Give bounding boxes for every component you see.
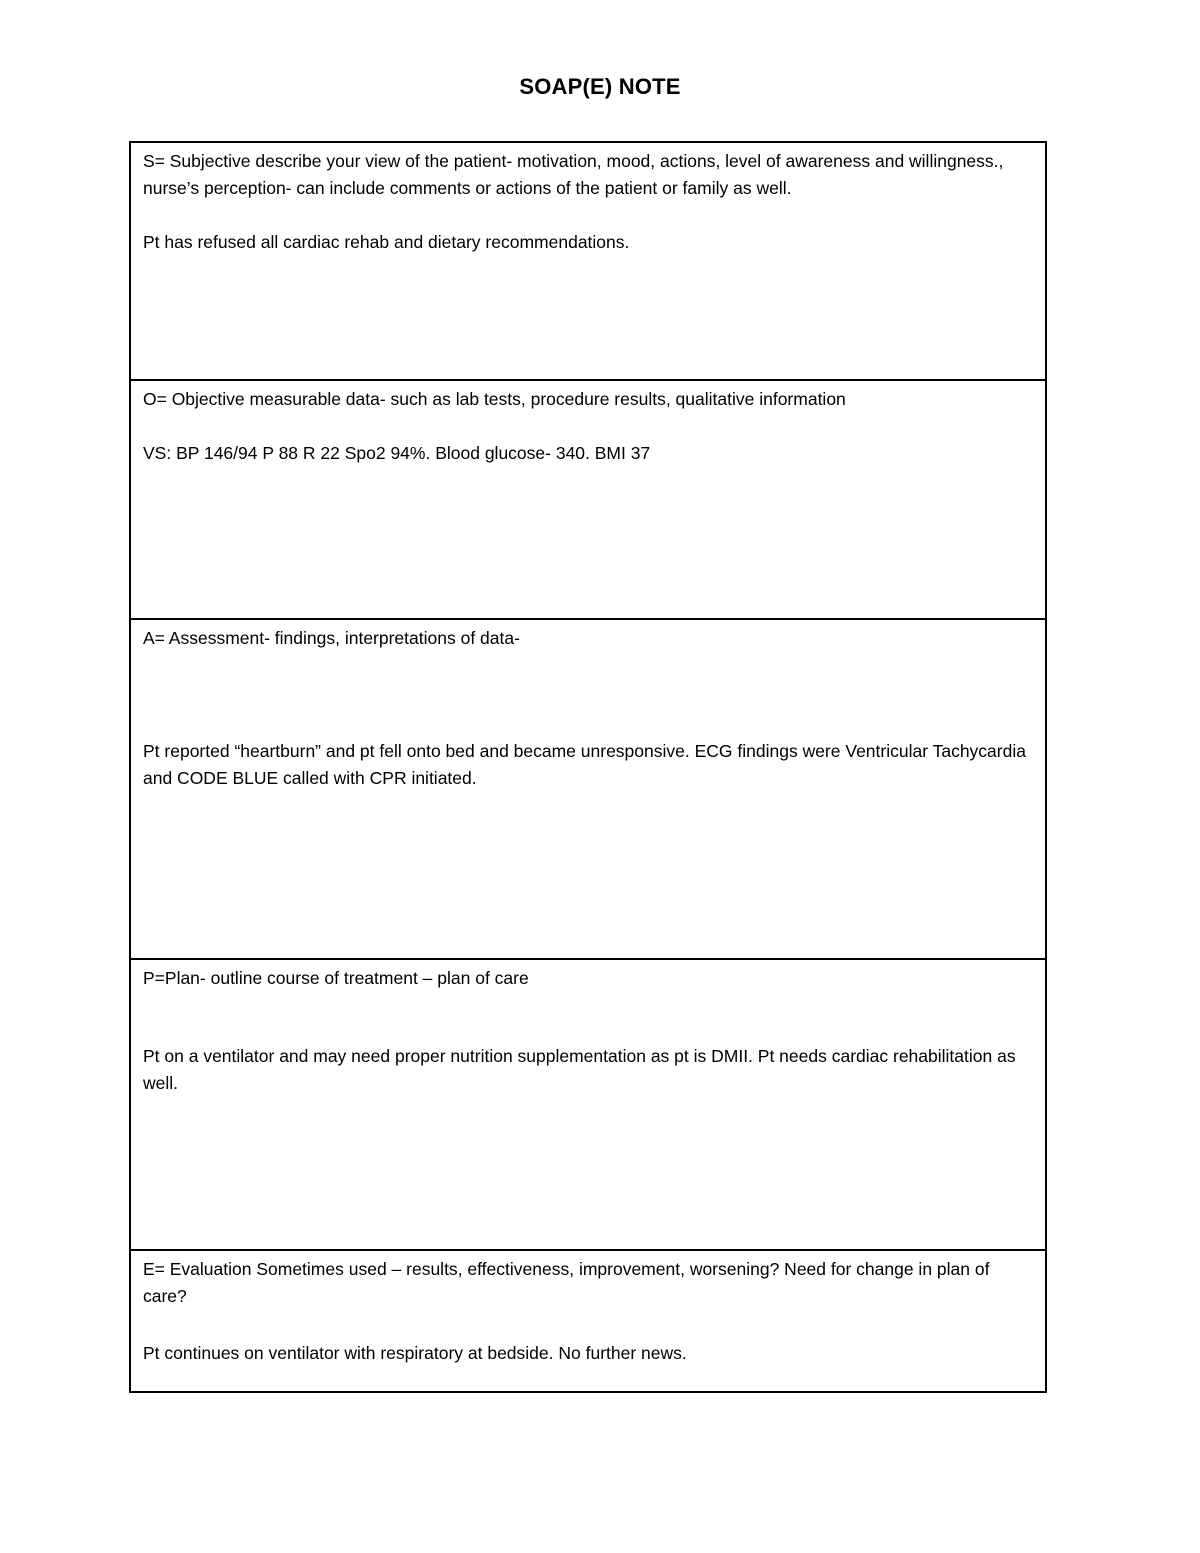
- subjective-prompt: S= Subjective describe your view of the patient- motivation, mood, actions, level of awareness and willingness., nurse’s perception- can include comments or actions of the patient or family as well.: [143, 151, 1004, 198]
- plan-section: [131, 960, 1045, 1251]
- objective-entry: VS: BP 146/94 P 88 R 22 Spo2 94%. Blood glucose- 340. BMI 37: [143, 443, 651, 463]
- evaluation-prompt: E= Evaluation Sometimes used – results, effectiveness, improvement, worsening? Need for change in plan of care?: [143, 1259, 990, 1306]
- evaluation-entry: Pt continues on ventilator with respiratory at bedside. No further news.: [143, 1343, 687, 1363]
- assessment-prompt: A= Assessment- findings, interpretations of data-: [143, 628, 520, 648]
- objective-prompt: O= Objective measurable data- such as lab tests, procedure results, qualitative information: [143, 389, 846, 409]
- page-title: SOAP(E) NOTE: [519, 74, 681, 99]
- assessment-entry: Pt reported “heartburn” and pt fell onto bed and became unresponsive. ECG findings were Ventricular Tachycardia and CODE BLUE called with CPR initiated.: [143, 741, 1026, 788]
- subjective-section: [131, 143, 1045, 381]
- soap-note-table: [129, 141, 1047, 1393]
- plan-entry: Pt on a ventilator and may need proper nutrition supplementation as pt is DMII. Pt needs cardiac rehabilitation as well.: [143, 1046, 1016, 1093]
- objective-section: [131, 381, 1045, 620]
- plan-prompt: P=Plan- outline course of treatment – plan of care: [143, 968, 529, 988]
- assessment-section: [131, 620, 1045, 960]
- evaluation-section: [131, 1251, 1045, 1391]
- subjective-entry: Pt has refused all cardiac rehab and dietary recommendations.: [143, 232, 630, 252]
